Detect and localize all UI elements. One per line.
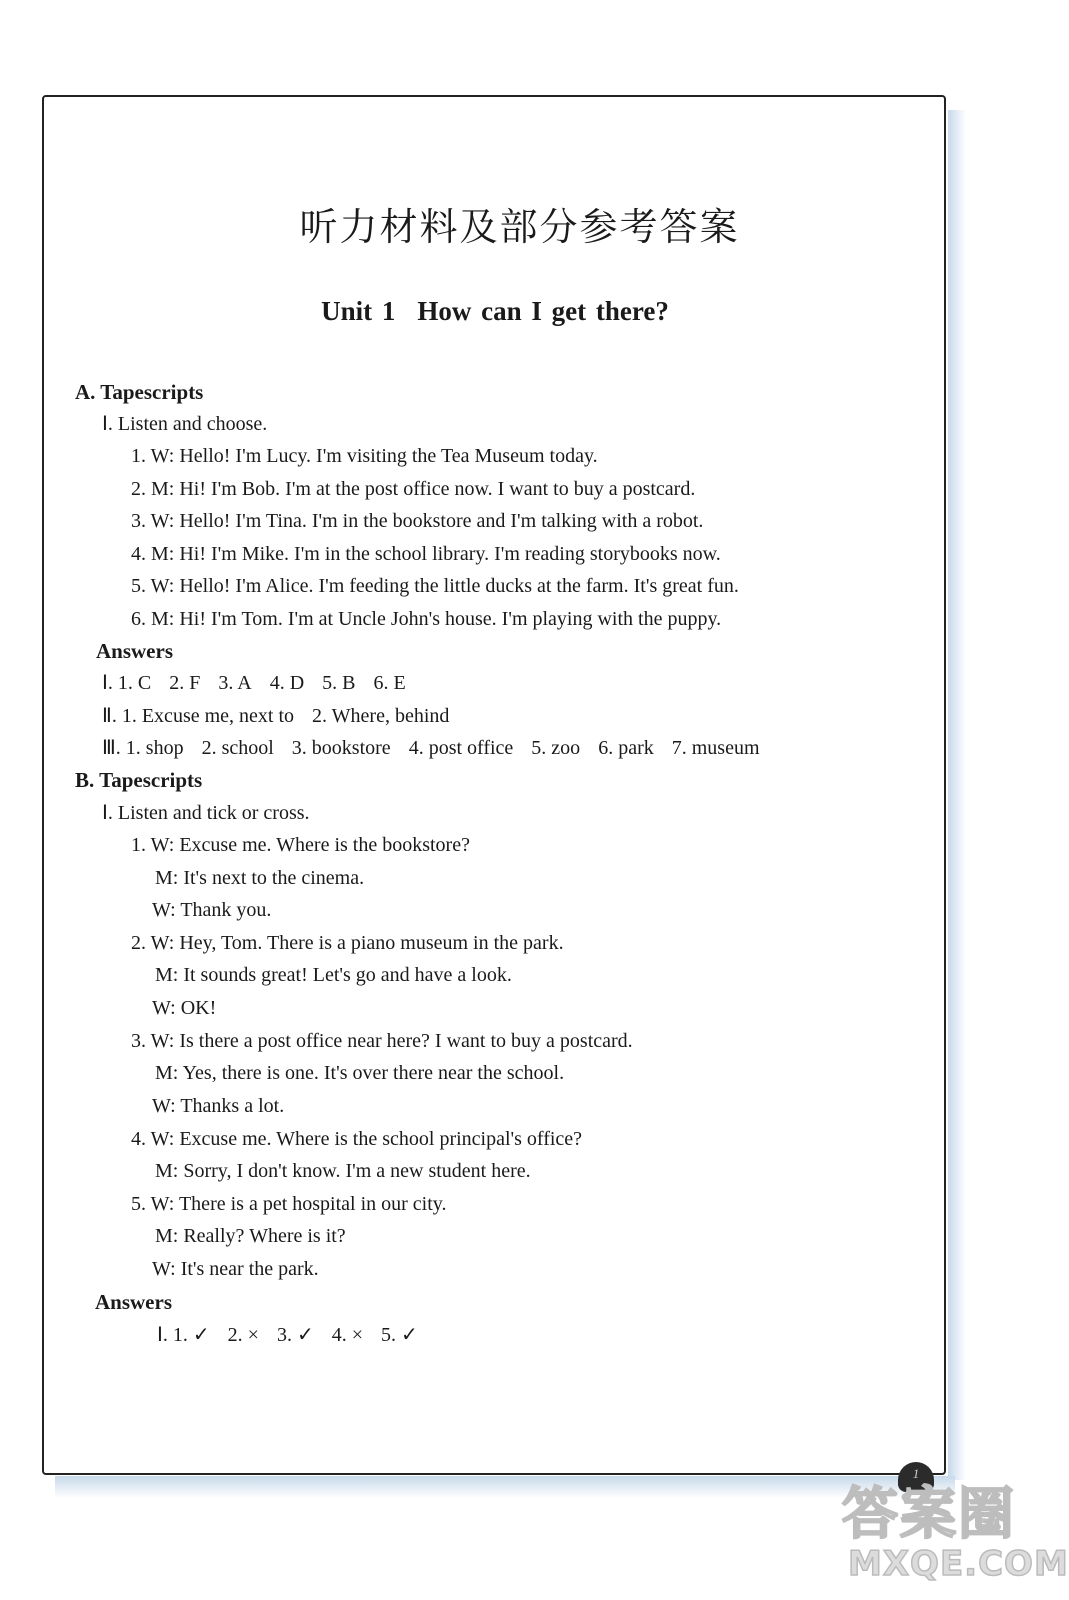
- answer-item: 4. ×: [331, 1324, 363, 1346]
- section-a-heading: A. Tapescripts: [75, 380, 204, 404]
- unit-heading: [0, 296, 990, 327]
- section-b-line: 1. W: Excuse me. Where is the bookstore?: [131, 834, 470, 856]
- section-a-line: 1. W: Hello! I'm Lucy. I'm visiting the Tea Museum today.: [131, 445, 598, 467]
- unit-label: Unit 1: [321, 296, 396, 326]
- answer-item: Ⅰ. 1. C: [102, 672, 152, 694]
- answer-item: 3. A: [218, 672, 252, 694]
- answer-item: 3. bookstore: [291, 737, 391, 759]
- answer-row-3: [102, 736, 760, 760]
- answer-item: 6. E: [373, 672, 406, 694]
- section-b-line: M: Really? Where is it?: [155, 1225, 346, 1247]
- section-b-line: 2. W: Hey, Tom. There is a piano museum in the park.: [131, 932, 564, 954]
- unit-name: How can I get there?: [417, 296, 669, 326]
- section-a-line: 6. M: Hi! I'm Tom. I'm at Uncle John's house. I'm playing with the puppy.: [131, 608, 722, 630]
- section-b-line: M: It's next to the cinema.: [155, 867, 365, 889]
- answer-item: 4. post office: [408, 737, 514, 759]
- section-b-line: 4. W: Excuse me. Where is the school principal's office?: [131, 1128, 583, 1150]
- watermark: [840, 1470, 1069, 1590]
- answer-item: 5. zoo: [531, 737, 581, 759]
- section-b-line: W: It's near the park.: [152, 1258, 319, 1280]
- answer-item: 2. Where, behind: [312, 705, 450, 727]
- answer-item: Ⅱ. 1. Excuse me, next to: [102, 705, 295, 727]
- section-b-line: M: It sounds great! Let's go and have a look.: [155, 964, 512, 986]
- section-b-part1: Ⅰ. Listen and tick or cross.: [102, 802, 310, 824]
- answer-row-2: [102, 704, 449, 728]
- section-b-line: M: Yes, there is one. It's over there near the school.: [155, 1062, 565, 1084]
- section-b-line: W: OK!: [152, 997, 217, 1019]
- section-a-part1: Ⅰ. Listen and choose.: [102, 413, 268, 435]
- section-a-line: 3. W: Hello! I'm Tina. I'm in the bookstore and I'm talking with a robot.: [131, 510, 704, 532]
- section-b-line: 5. W: There is a pet hospital in our city.: [131, 1193, 447, 1215]
- section-a-line: 5. W: Hello! I'm Alice. I'm feeding the little ducks at the farm. It's great fun.: [131, 575, 739, 597]
- answer-item: 4. D: [269, 672, 305, 694]
- answer-item: 5. B: [322, 672, 356, 694]
- section-a-line: 4. M: Hi! I'm Mike. I'm in the school library. I'm reading storybooks now.: [131, 543, 721, 565]
- section-b-line: M: Sorry, I don't know. I'm a new student here.: [155, 1160, 531, 1182]
- answer-item: 6. park: [598, 737, 654, 759]
- page-shadow-bottom: [55, 1476, 955, 1498]
- answer-item: 2. ×: [227, 1324, 259, 1346]
- answer-item: 3. ✓: [276, 1324, 314, 1346]
- section-a-line: 2. M: Hi! I'm Bob. I'm at the post office now. I want to buy a postcard.: [131, 478, 696, 500]
- answer-row-1: [102, 671, 406, 695]
- section-b-heading: B. Tapescripts: [75, 768, 203, 792]
- section-a-answers-heading: Answers: [96, 639, 173, 663]
- answer-item: 5. ✓: [380, 1324, 418, 1346]
- answer-item: 2. school: [201, 737, 274, 759]
- answer-item: Ⅰ. 1. ✓: [157, 1324, 210, 1346]
- watermark-logo-text: 答案圈: [842, 1482, 1016, 1547]
- section-b-line: W: Thank you.: [152, 899, 272, 921]
- answer-item: 7. museum: [671, 737, 760, 759]
- section-b-line: 3. W: Is there a post office near here? I want to buy a postcard.: [131, 1030, 633, 1052]
- section-b-answers-heading: Answers: [95, 1290, 172, 1314]
- section-b-line: W: Thanks a lot.: [152, 1095, 285, 1117]
- answer-row-b: [157, 1323, 418, 1347]
- answer-item: Ⅲ. 1. shop: [102, 737, 184, 759]
- page-title: 听力材料及部分参考答案: [299, 205, 740, 249]
- answer-item: 2. F: [169, 672, 201, 694]
- watermark-url: MXQE.COM: [848, 1544, 1069, 1584]
- page-number: 1: [912, 1466, 920, 1481]
